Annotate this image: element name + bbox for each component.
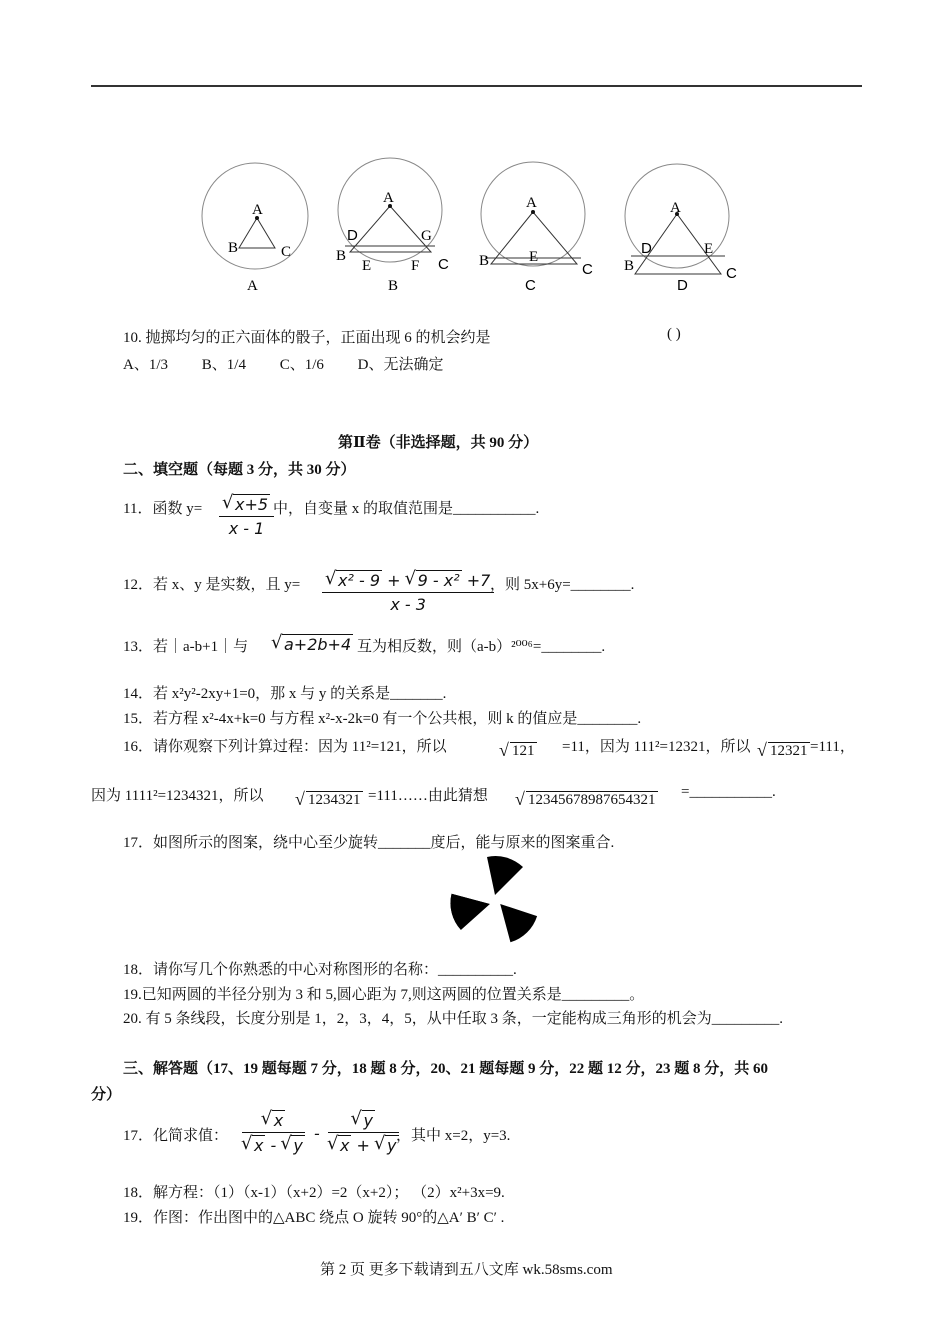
fig-d-caption: D: [677, 277, 688, 294]
q17-frac1-den-a: √ x: [252, 1135, 265, 1155]
section2-title: 第Ⅱ卷（非选择题，共 90 分）: [338, 435, 539, 451]
fig-b-label-f: F: [411, 258, 420, 274]
q17-frac1-num: √ x: [272, 1110, 285, 1130]
fig-d-label-c: C: [726, 265, 737, 282]
q12-plus: +: [387, 571, 401, 590]
q10-option-b: B、1/4: [201, 357, 246, 373]
fig-c-label-e: E: [529, 249, 539, 265]
q10-paren: ( ): [667, 326, 681, 342]
q10-option-d: D、无法确定: [357, 357, 444, 373]
q11-pre: 11．函数 y=: [123, 501, 203, 517]
q12-plus7: +7: [466, 571, 491, 590]
fig-d-label-b: B: [624, 258, 635, 274]
section3-heading-line2: 分）: [91, 1087, 122, 1103]
q11-denominator: x - 1: [228, 519, 265, 538]
q16-line2b: =111……由此猜想: [368, 788, 488, 804]
q16-rad1: [500, 742, 537, 760]
q16-line1a: 16．请你观察下列计算过程：因为 11²=121，所以: [123, 739, 447, 755]
q12-fraction: [318, 570, 498, 614]
q13-radical: [272, 634, 353, 654]
figure-a: [202, 163, 308, 294]
q10-option-a: A、1/3: [123, 357, 169, 373]
fig-b-label-b: B: [336, 248, 347, 264]
q14: 14．若 x²y²-2xy+1=0，那 x 与 y 的关系是_______.: [123, 686, 447, 702]
q17-ans-minus: -: [314, 1124, 320, 1143]
q16-rad3-content: √ 1234321: [306, 791, 363, 809]
q12-rad-b: √ 9 - x²: [416, 570, 462, 590]
q10-options: [123, 353, 443, 374]
q13-rad-content: √ a+2b+4: [282, 634, 353, 654]
q18-fill: 18．请你写几个你熟悉的中心对称图形的名称：__________.: [123, 962, 517, 978]
fig-c-label-c: C: [582, 261, 593, 278]
q20-fill: 20. 有 5 条线段，长度分别是 1，2，3，4，5，从中任取 3 条，一定能构成三角形的机会为_________.: [123, 1011, 784, 1027]
q12-denominator: x - 3: [390, 595, 426, 614]
page-footer: 第 2 页 更多下载请到五八文库 wk.58sms.com: [320, 1262, 613, 1278]
q13-pre: 13．若｜a-b+1｜与: [123, 639, 249, 655]
q17-frac2-num: √ y: [362, 1110, 375, 1130]
q16-line2a: 因为 1111²=1234321，所以: [91, 788, 264, 804]
q17-frac2-den-b: √ y: [385, 1135, 398, 1155]
fig-b-label-a: A: [383, 190, 394, 206]
fig-b-label-d: D: [347, 227, 358, 244]
section3-heading-line1: 三、解答题（17、19 题每题 7 分，18 题 8 分，20、21 题每题 9 分，22 题 12 分，23 题 8 分，共 60: [123, 1061, 769, 1077]
figure-b: [336, 158, 449, 294]
q18-ans: 18．解方程：（1）（x-1）（x+2）=2（x+2）； （2）x²+3x=9.: [123, 1185, 505, 1201]
q17-ans-pre: 17．化简求值：: [123, 1128, 229, 1144]
figure-c: [479, 162, 593, 294]
fig-a-caption: A: [247, 278, 258, 294]
q10-text: 10. 抛掷均匀的正六面体的骰子，正面出现 6 的机会约是: [123, 330, 491, 346]
fig-b-label-e: E: [362, 258, 372, 274]
q17-ans-frac1: √ x √ x - √ y: [238, 1110, 309, 1155]
q16-rad2: [758, 742, 810, 760]
q17-frac1-den-b: √ y: [291, 1135, 304, 1155]
q16-rad4-content: √ 12345678987654321: [526, 791, 658, 809]
q15: 15．若方程 x²-4x+k=0 与方程 x²-x-2k=0 有一个公共根，则 k 的值应是________.: [123, 711, 642, 727]
section2-heading: 二、填空题（每题 3 分，共 30 分）: [123, 462, 356, 478]
q16-rad3: [296, 791, 363, 809]
q12-rad-a: √ x² - 9: [336, 570, 382, 590]
fig-a-label-b: B: [228, 240, 239, 256]
fig-c-label-b: B: [479, 253, 490, 269]
fig-a-label-c: C: [281, 244, 292, 260]
pinwheel-figure: [440, 853, 550, 948]
q16-line1c: =111，: [810, 739, 855, 755]
figure-d: [624, 164, 737, 294]
q16-line1b: =11，因为 111²=12321，所以: [562, 739, 751, 755]
circle-triangle-figures: [195, 150, 755, 300]
q17-ans-post: ，其中 x=2，y=3.: [396, 1128, 511, 1144]
fig-c-caption: C: [525, 277, 536, 294]
fig-d-label-e: E: [704, 241, 714, 257]
fig-d-label-d: D: [641, 240, 652, 257]
fig-b-caption: B: [388, 278, 399, 294]
q13-post: 互为相反数，则（a-b）²⁰⁰⁶=________.: [357, 639, 606, 655]
q17-fill: 17．如图所示的图案，绕中心至少旋转_______度后，能与原来的图案重合.: [123, 835, 615, 851]
q17-frac2-den-a: √ x: [338, 1135, 351, 1155]
q11-numerator: √ x+5: [233, 494, 270, 514]
q12-pre: 12．若 x、y 是实数，且 y=: [123, 577, 301, 593]
q16-rad4: [516, 791, 658, 809]
q16-line2c: =___________.: [681, 784, 776, 800]
fig-a-label-a: A: [252, 202, 263, 218]
q16-rad2-content: √ 12321: [768, 742, 810, 760]
fig-d-label-a: A: [670, 200, 681, 216]
q17-ans-frac2: √ y √ x + √ y: [324, 1110, 403, 1155]
fig-b-label-c: C: [438, 256, 449, 273]
fig-c-label-a: A: [526, 195, 537, 211]
header-rule: [91, 85, 862, 87]
q16-rad1-content: √ 121: [510, 742, 537, 760]
q11-fraction: [215, 494, 278, 538]
fig-b-label-g: G: [421, 228, 432, 244]
q19-ans: 19．作图：作出图中的△ABC 绕点 O 旋转 90°的△A′ B′ C′ .: [123, 1210, 505, 1226]
q10-option-c: C、1/6: [279, 357, 324, 373]
q19-fill: 19.已知两圆的半径分别为 3 和 5,圆心距为 7,则这两圆的位置关系是_________。: [123, 987, 645, 1003]
q12-post: ，则 5x+6y=________.: [490, 577, 635, 593]
q11-post: 中，自变量 x 的取值范围是___________.: [273, 501, 540, 517]
